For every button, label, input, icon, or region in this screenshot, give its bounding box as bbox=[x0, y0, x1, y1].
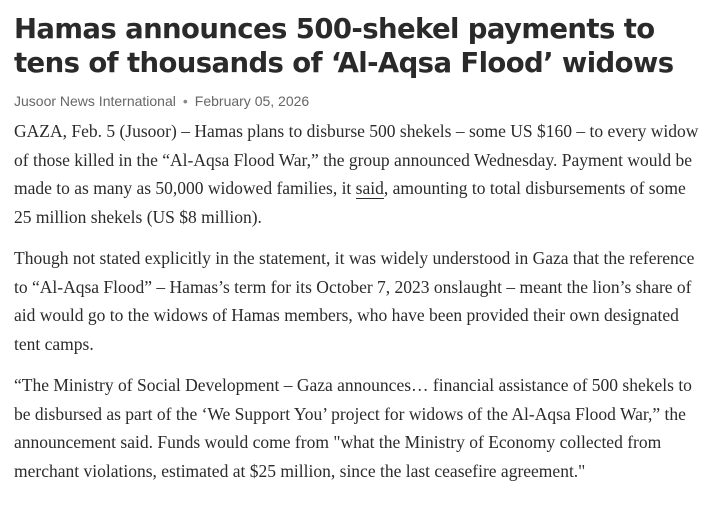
source-name: Jusoor News International bbox=[14, 93, 176, 109]
article-headline: Hamas announces 500-shekel payments to tens of thousands of ‘Al-Aqsa Flood’ widows bbox=[14, 13, 674, 79]
said-link[interactable]: said bbox=[355, 178, 384, 198]
paragraph-1-text-before: GAZA, Feb. 5 (Jusoor) – Hamas plans to disburse 500 shekels – some US $160 – to every widow of those killed in the “Al-Aqsa Flood War,” the group announced Wednesday. Payment would be made to as many as 50,000 widowed families, it bbox=[14, 121, 699, 198]
article-body bbox=[14, 117, 704, 485]
byline bbox=[14, 90, 704, 112]
paragraph-1 bbox=[14, 117, 704, 231]
news-article bbox=[14, 12, 704, 498]
paragraph-2: Though not stated explicitly in the statement, it was widely understood in Gaza that the reference to “Al-Aqsa Flood” – Hamas’s term for its October 7, 2023 onslaught – meant the lion’s share of aid would go to the widows of Hamas members, who have been provided their own designated tent camps. bbox=[14, 248, 695, 354]
byline-separator: • bbox=[182, 93, 188, 109]
paragraph-1-text-after: , amounting to total disbursements of some 25 million shekels (US $8 million). bbox=[14, 178, 686, 227]
publish-date: February 05, 2026 bbox=[194, 93, 310, 109]
paragraph-3: “The Ministry of Social Development – Gaza announces… financial assistance of 500 shekels to be disbursed as part of the ‘We Support You’ project for widows of the Al-Aqsa Flood War,” the announcement said. Funds would come from "what the Ministry of Economy collected from merchant violations, estimated at $25 million, since the last ceasefire agreement." bbox=[14, 375, 692, 481]
